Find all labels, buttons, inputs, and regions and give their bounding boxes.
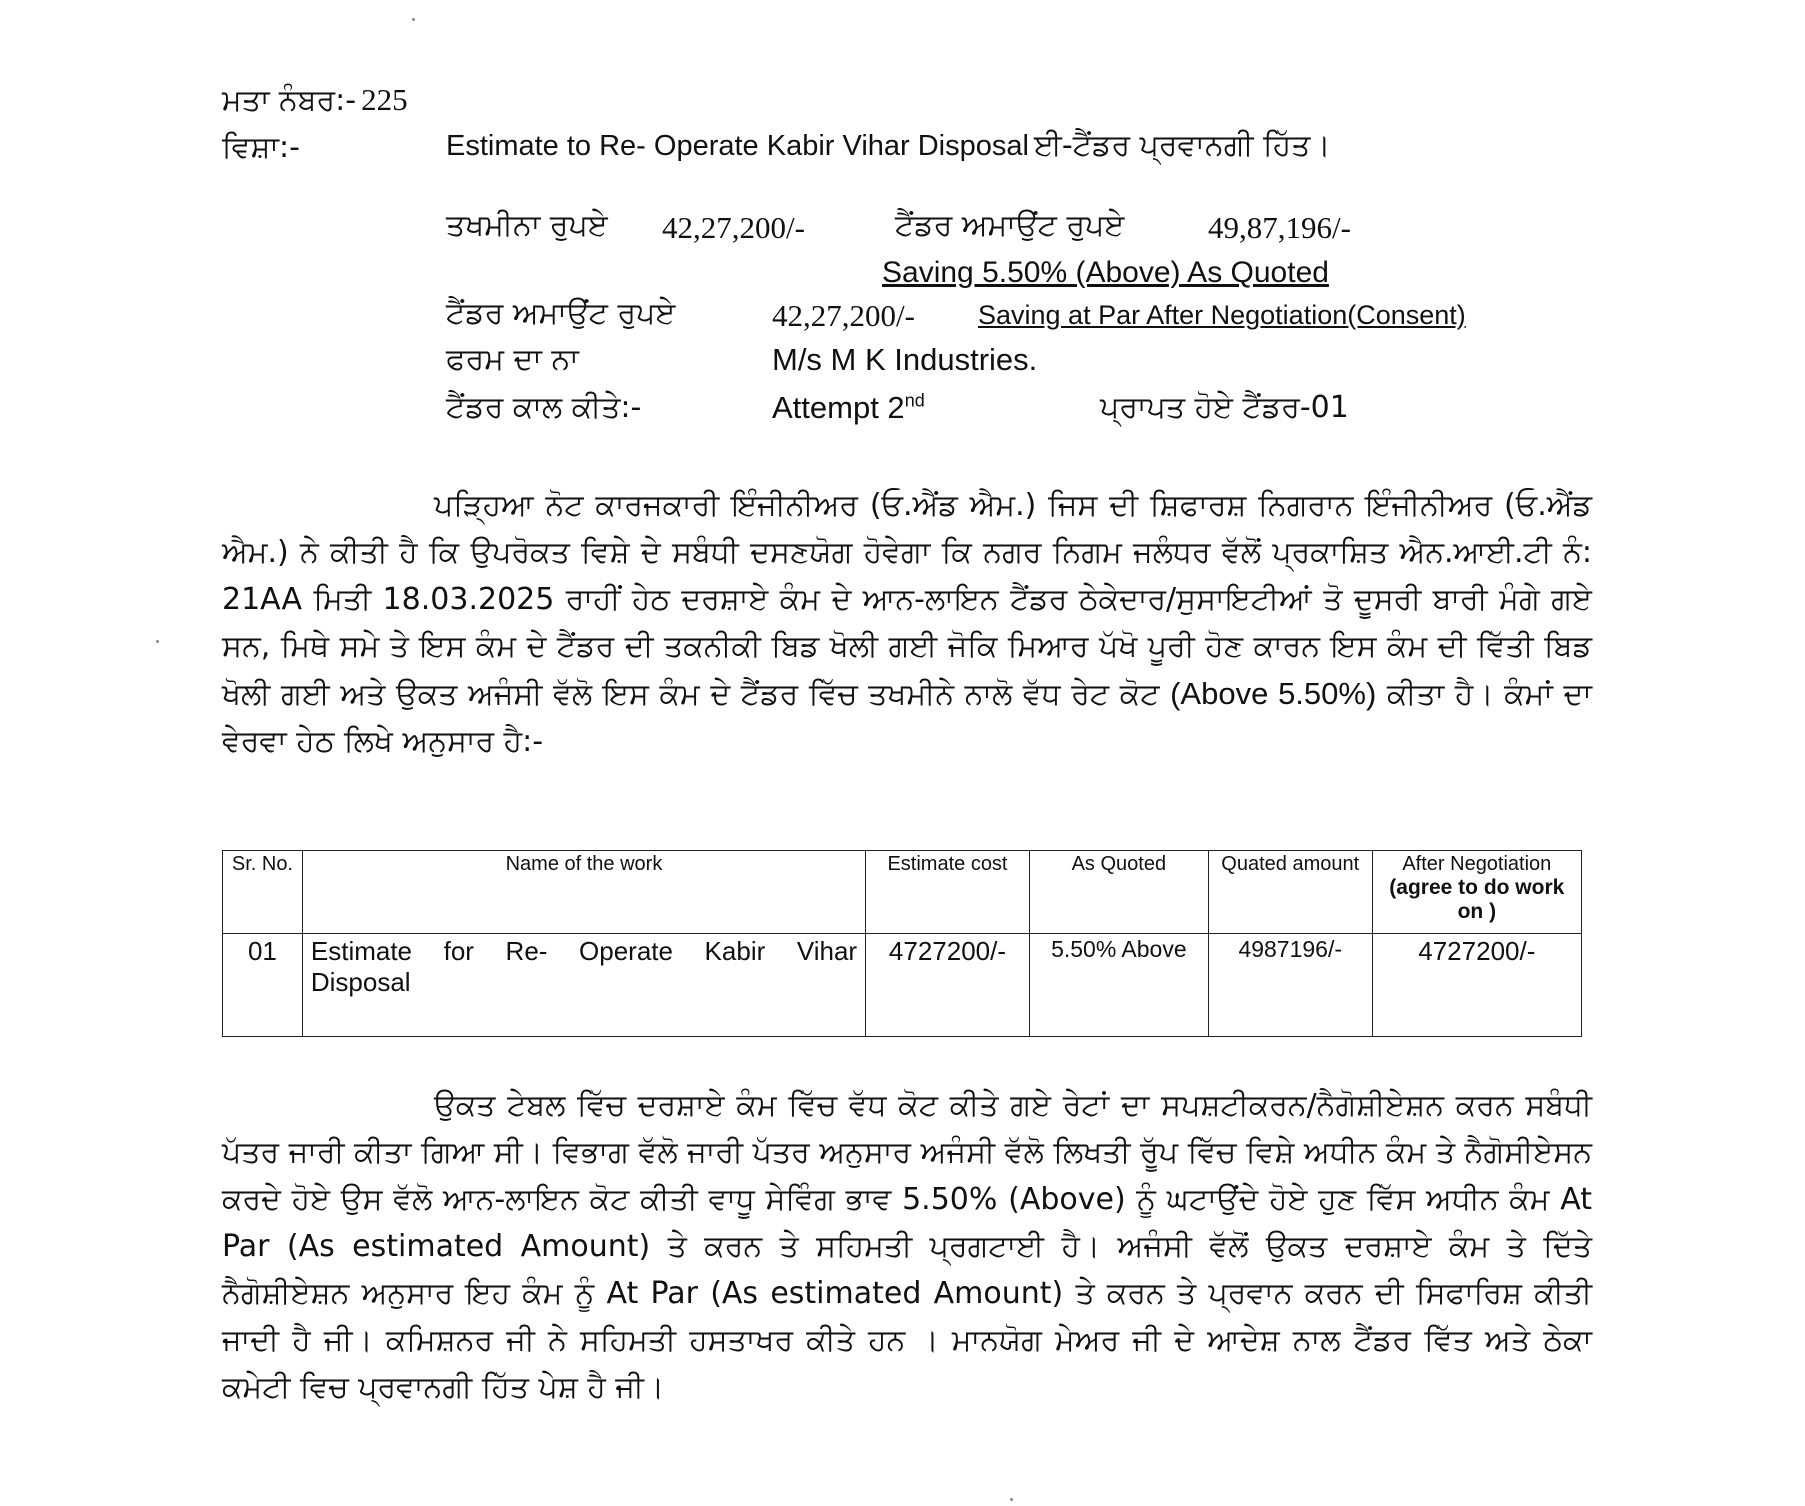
works-table xyxy=(222,850,1582,1037)
cell-quoted-amount: 4987196/- xyxy=(1208,934,1372,1037)
header-sr-no: Sr. No. xyxy=(223,851,303,934)
paragraph-1-part2: (Above 5.50%) xyxy=(1170,676,1377,711)
attempt-main: Attempt 2 xyxy=(772,390,905,425)
table-row xyxy=(223,934,1582,1037)
resolution-label: ਮਤਾ ਨੰਬਰ:- xyxy=(222,83,357,118)
tender-amount-label-2: ਟੈਂਡਰ ਅਮਾਉਂਟ ਰੁਪਏ xyxy=(446,296,676,331)
cell-after-negotiation: 4727200/- xyxy=(1372,934,1581,1037)
header-after-negotiation-top: After Negotiation xyxy=(1402,853,1552,875)
subject-text-pa: ਈ-ਟੈਂਡਰ ਪ੍ਰਵਾਨਗੀ ਹਿੱਤ। xyxy=(1034,128,1331,163)
attempt-sup: nd xyxy=(904,390,925,411)
cell-name-of-work: Estimate for Re- Operate Kabir Vihar Disposal xyxy=(302,934,865,1037)
paragraph-1-part3: ਕੀਤਾ ਹੈ। ਕੰਮਾਂ ਦਾ ਵੇਰਵਾ ਹੇਠ ਲਿਖੇ ਅਨੁਸਾਰ ਹੈ:- xyxy=(222,677,1592,759)
resolution-line xyxy=(222,82,408,118)
estimate-label: ਤਖਮੀਨਾ ਰੁਪਏ xyxy=(446,208,608,243)
scan-speck xyxy=(412,18,415,21)
cell-sr-no: 01 xyxy=(223,934,303,1037)
subject-label: ਵਿਸ਼ਾ:- xyxy=(222,130,300,165)
header-as-quoted: As Quoted xyxy=(1029,851,1208,934)
paragraph-2 xyxy=(222,1082,1592,1411)
attempt-text xyxy=(772,390,925,426)
resolution-number: 225 xyxy=(361,82,408,117)
subject-line xyxy=(446,128,1331,163)
cell-estimate-cost: 4727200/- xyxy=(866,934,1030,1037)
subject-text-en: Estimate to Re- Operate Kabir Vihar Disposal xyxy=(446,130,1029,162)
header-name-of-work: Name of the work xyxy=(302,851,865,934)
estimate-value: 42,27,200/- xyxy=(662,210,805,245)
paragraph-1 xyxy=(222,482,1592,765)
tender-amount-value-2: 42,27,200/- xyxy=(772,298,915,333)
firm-label: ਫਰਮ ਦਾ ਨਾ xyxy=(446,342,579,377)
scan-speck xyxy=(1010,1498,1013,1501)
scan-speck xyxy=(156,640,159,643)
tender-amount-label: ਟੈਂਡਰ ਅਮਾਉਂਟ ਰੁਪਏ xyxy=(895,208,1125,243)
header-after-negotiation-bold: (agree to do work on ) xyxy=(1389,876,1565,923)
header-estimate-cost: Estimate cost xyxy=(866,851,1030,934)
header-after-negotiation xyxy=(1372,851,1581,934)
tender-amount-value: 49,87,196/- xyxy=(1208,210,1351,245)
firm-value: M/s M K Industries. xyxy=(772,342,1038,377)
paragraph-1-part1: ਪੜ੍ਹਿਆ ਨੋਟ ਕਾਰਜਕਾਰੀ ਇੰਜੀਨੀਅਰ (ਓ.ਐਂਡ ਐਮ.) ਜਿਸ ਦੀ ਸ਼ਿਫਾਰਸ਼ ਨਿਗਰਾਨ ਇੰਜੀਨੀਅਰ (ਓ.ਐਂਡ ਐਮ.) ਨੇ ਕੀਤੀ ਹੈ ਕਿ ਉਪਰੋਕਤ ਵਿਸ਼ੇ ਦੇ ਸਬੰਧੀ ਦਸਣਯੋਗ ਹੋਵੇਗਾ ਕਿ ਨਗਰ ਨਿਗਮ ਜਲੰਧਰ ਵੱਲੋਂ ਪ੍ਰਕਾਸ਼ਿਤ ਐਨ.ਆਈ.ਟੀ ਨੰ: 21AA ਮਿਤੀ 18.03.2025 ਰਾਹੀਂ ਹੇਠ ਦਰਸ਼ਾਏ ਕੰਮ ਦੇ ਆਨ-ਲਾਇਨ ਟੈਂਡਰ ਠੇਕੇਦਾਰ/ਸੁਸਾਇਟੀਆਂ ਤੋ ਦੂਸਰੀ ਬਾਰੀ ਮੰਗੇ ਗਏ ਸਨ, ਮਿਥੇ ਸਮੇ ਤੇ ਇਸ ਕੰਮ ਦੇ ਟੈਂਡਰ ਦੀ ਤਕਨੀਕੀ ਬਿਡ ਖੋਲੀ ਗਈ ਜੋਕਿ ਮਿਆਰ ਪੱਖੋ ਪੂਰੀ ਹੋਣ ਕਾਰਨ ਇਸ ਕੰਮ ਦੀ ਵਿੱਤੀ ਬਿਡ ਖੋਲੀ ਗਈ ਅਤੇ ਉਕਤ ਅਜੰਸੀ ਵੱਲੋ ਇਸ ਕੰਮ ਦੇ ਟੈਂਡਰ ਵਿੱਚ ਤਖਮੀਨੇ ਨਾਲੋ ਵੱਧ ਰੇਟ ਕੋਟ xyxy=(222,488,1592,712)
paragraph-2-text: ਉਕਤ ਟੇਬਲ ਵਿੱਚ ਦਰਸ਼ਾਏ ਕੰਮ ਵਿੱਚ ਵੱਧ ਕੋਟ ਕੀਤੇ ਗਏ ਰੇਟਾਂ ਦਾ ਸਪਸ਼ਟੀਕਰਨ/ਨੈਗੋਸ਼ੀਏਸ਼ਨ ਕਰਨ ਸਬੰਧੀ ਪੱਤਰ ਜਾਰੀ ਕੀਤਾ ਗਿਆ ਸੀ। ਵਿਭਾਗ ਵੱਲੋ ਜਾਰੀ ਪੱਤਰ ਅਨੁਸਾਰ ਅਜੰਸੀ ਵੱਲੋ ਲਿਖਤੀ ਰੂੱਪ ਵਿੱਚ ਵਿਸ਼ੇ ਅਧੀਨ ਕੰਮ ਤੇ ਨੈਗੋਸੀਏਸਨ ਕਰਦੇ ਹੋਏ ਉਸ ਵੱਲੋ ਆਨ-ਲਾਇਨ ਕੋਟ ਕੀਤੀ ਵਾਧੂ ਸੇਵਿੰਗ ਭਾਵ 5.50% (Above) ਨੂੰ ਘਟਾਉਂਦੇ ਹੋਏ ਹੁਣ ਵਿੱਸ ਅਧੀਨ ਕੰਮ At Par (As estimated Amount) ਤੇ ਕਰਨ ਤੇ ਸਹਿਮਤੀ ਪ੍ਰਗਟਾਈ ਹੈ। ਅਜੰਸੀ ਵੱਲੋਂ ਉਕਤ ਦਰਸ਼ਾਏ ਕੰਮ ਤੇ ਦਿੱਤੇ ਨੈਗੋਸ਼ੀਏਸ਼ਨ ਅਨੁਸਾਰ ਇਹ ਕੰਮ ਨੂੰ At Par (As estimated Amount) ਤੇ ਕਰਨ ਤੇ ਪ੍ਰਵਾਨ ਕਰਨ ਦੀ ਸਿਫਾਰਿਸ਼ ਕੀਤੀ ਜਾਦੀ ਹੈ ਜੀ। ਕਮਿਸ਼ਨਰ ਜੀ ਨੇ ਸਹਿਮਤੀ ਹਸਤਾਖਰ ਕੀਤੇ ਹਨ । ਮਾਨਯੋਗ ਮੇਅਰ ਜੀ ਦੇ ਆਦੇਸ਼ ਨਾਲ ਟੈਂਡਰ ਵਿੱਤ ਅਤੇ ਠੇਕਾ ਕਮੇਟੀ ਵਿਚ ਪ੍ਰਵਾਨਗੀ ਹਿੱਤ ਪੇਸ਼ ਹੈ ਜੀ। xyxy=(222,1088,1592,1405)
table-header-row xyxy=(223,851,1582,934)
tender-call-label: ਟੈਂਡਰ ਕਾਲ ਕੀਤੇ:- xyxy=(446,390,642,425)
negotiation-note: Saving at Par After Negotiation(Consent) xyxy=(978,300,1466,330)
cell-as-quoted: 5.50% Above xyxy=(1029,934,1208,1037)
header-quoted-amount: Quated amount xyxy=(1208,851,1372,934)
saving-note: Saving 5.50% (Above) As Quoted xyxy=(882,256,1329,289)
received-tenders: ਪ੍ਰਾਪਤ ਹੋਏ ਟੈਂਡਰ-01 xyxy=(1100,390,1349,425)
